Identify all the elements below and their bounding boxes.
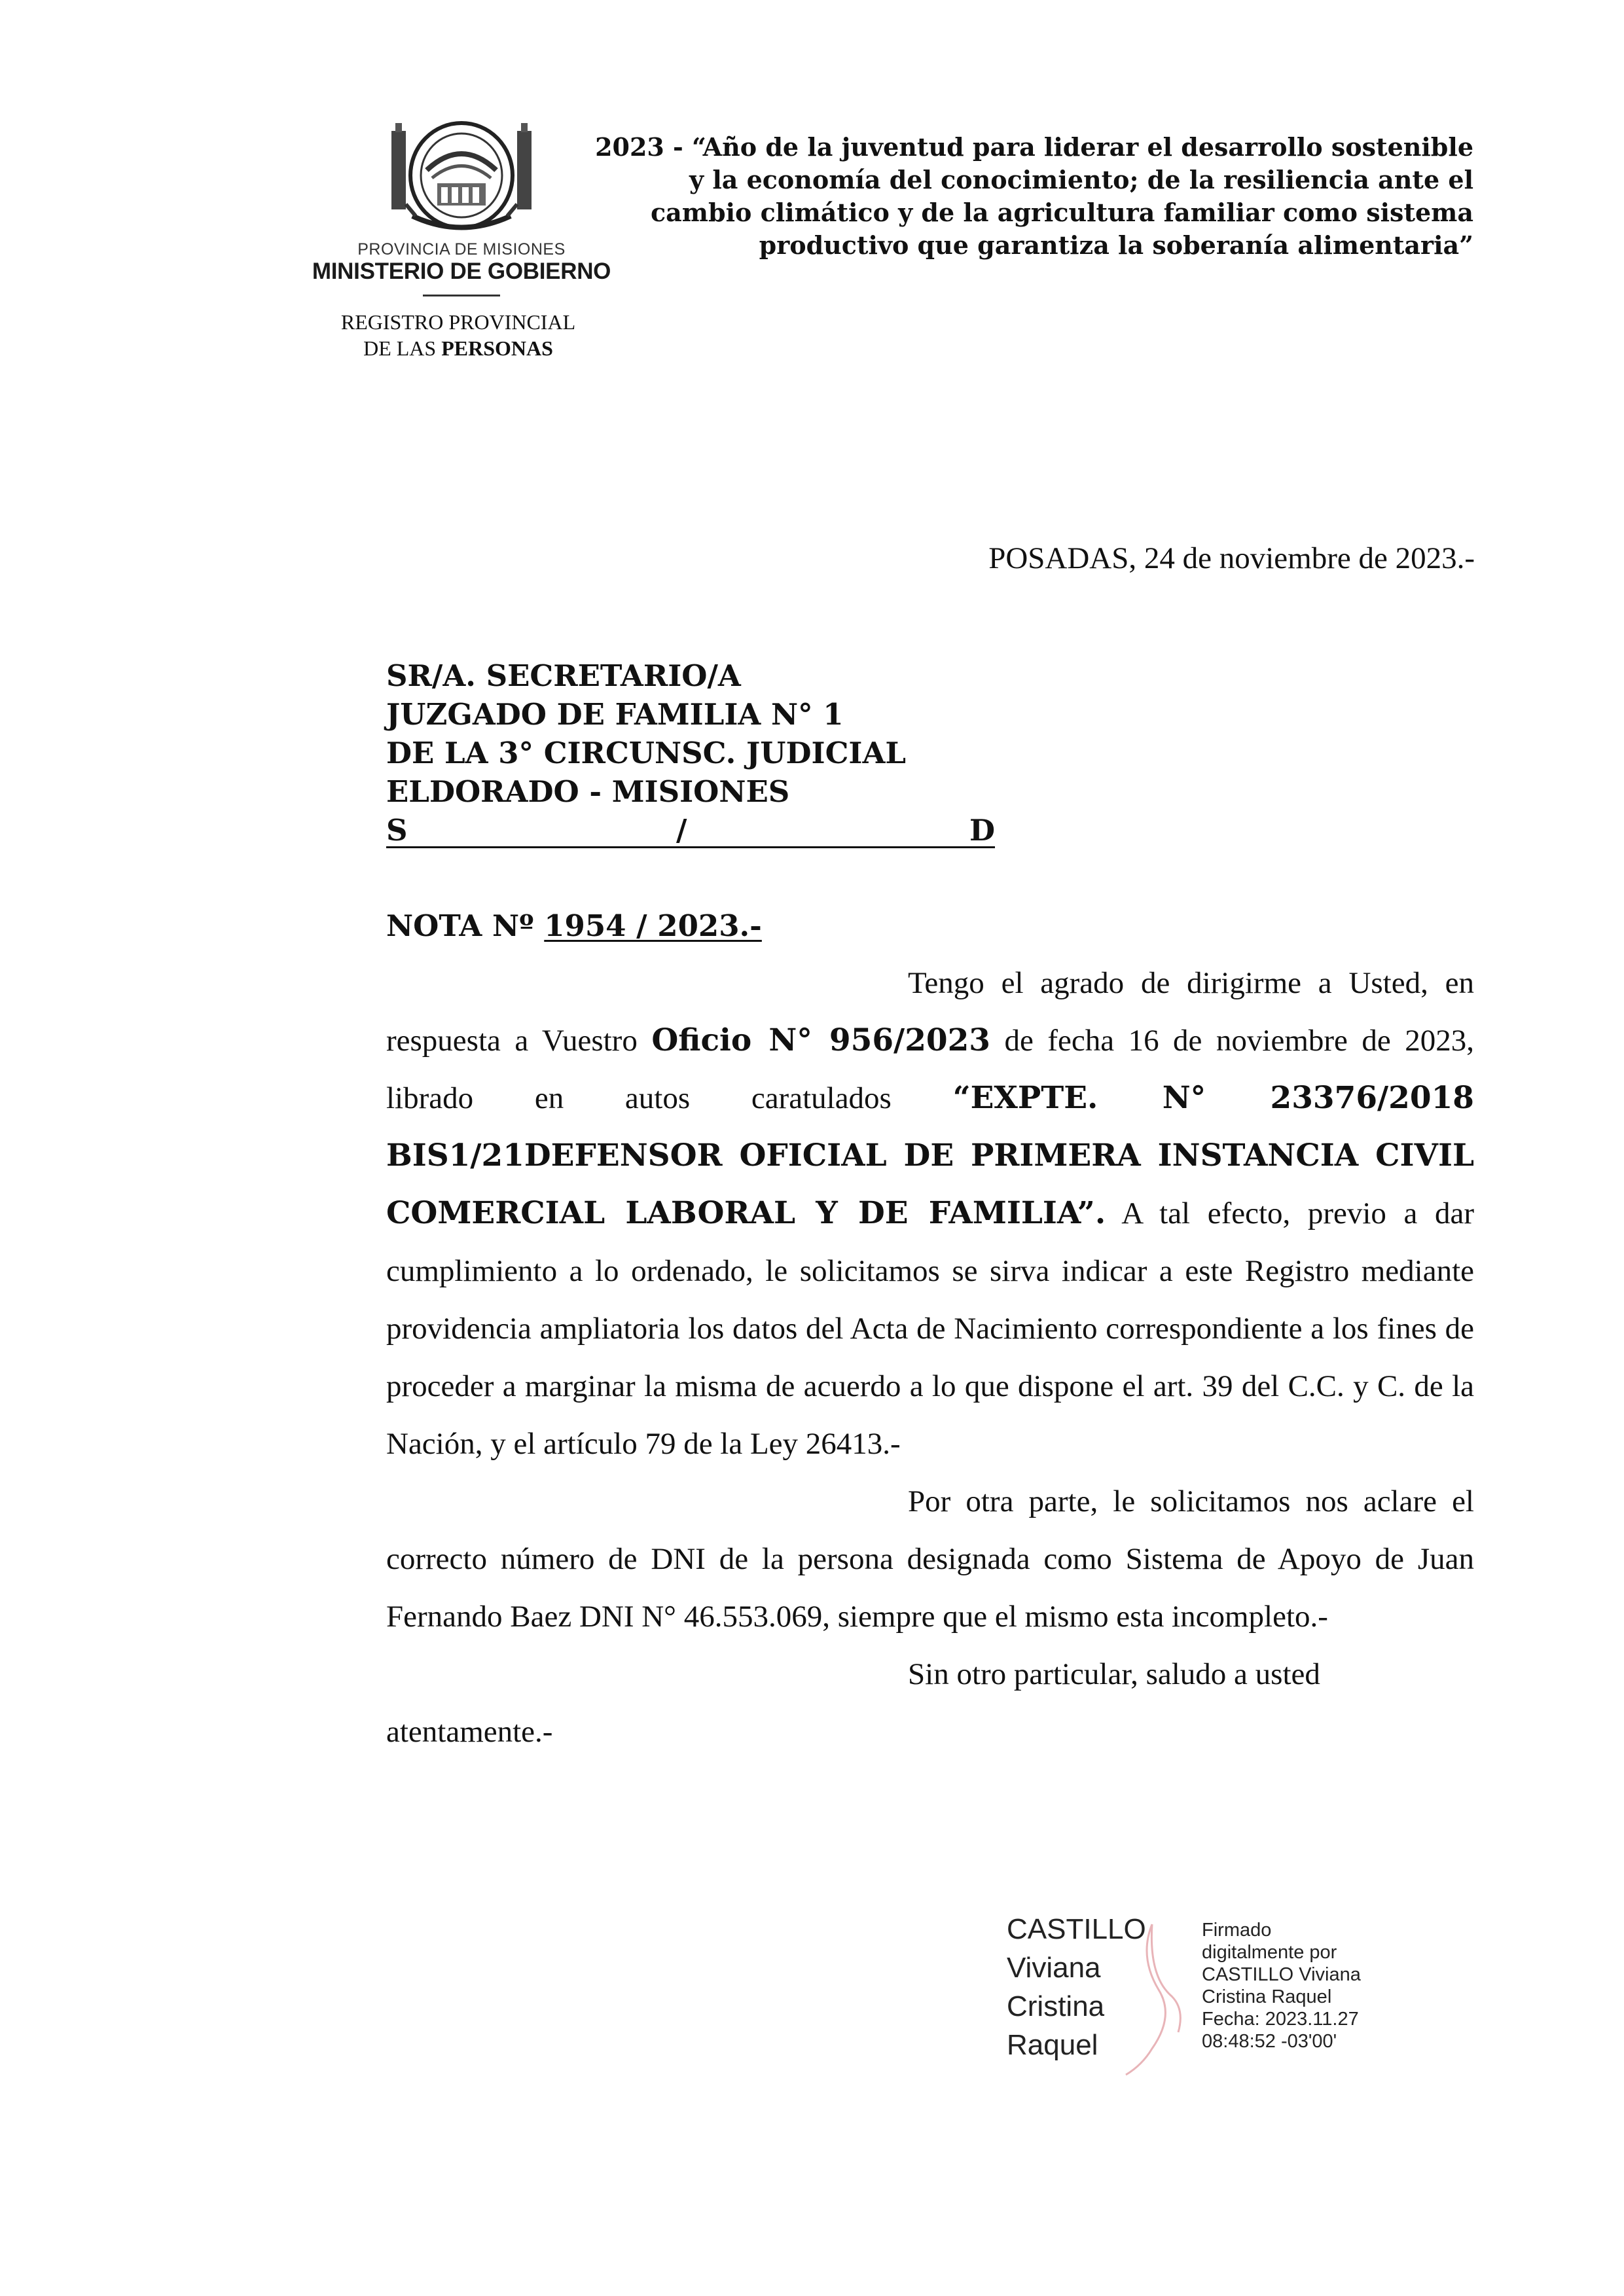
- addressee-line: DE LA 3° CIRCUNSC. JUDICIAL: [386, 736, 907, 770]
- addressee-line: JUZGADO DE FAMILIA N° 1: [386, 697, 844, 732]
- note-label: NOTA Nº: [386, 908, 545, 943]
- registry-line-2: DE LAS PERSONAS: [363, 336, 553, 360]
- registry-name: [288, 309, 628, 361]
- sd-slash: /: [676, 813, 687, 848]
- oficio-reference: Oficio N° 956/2023: [651, 1022, 991, 1058]
- paragraph-2: Por otra parte, le solicitamos nos aclare el correcto número de DNI de la persona designada como Sistema de Apoyo de Juan Fernando Baez DNI N° 46.553.069, siempre que el mismo esta incompleto.-: [386, 1484, 1474, 1634]
- case-title: “EXPTE. N° 23376/2018 BIS1/21DEFENSOR OFICIAL DE PRIMERA INSTANCIA CIVIL COMERCIAL LABORAL Y DE FAMILIA”.: [386, 1080, 1474, 1231]
- ministry-name: MINISTERIO DE GOBIERNO: [312, 259, 611, 284]
- closing-line-2: atentamente.-: [386, 1715, 553, 1749]
- sd-underline: [386, 846, 995, 848]
- motto-line: 2023 - “Año de la juventud para liderar el desarrollo sostenible: [595, 132, 1473, 162]
- addressee-block: [386, 656, 995, 850]
- registry-line-1: REGISTRO PROVINCIAL: [340, 310, 576, 334]
- header-divider: [423, 295, 500, 296]
- paragraph-1: Tengo el agrado de dirigirme a Usted, en respuesta a Vuestro Oficio N° 956/2023 de fecha 16 de noviembre de 2023, librado en autos caratulados “EXPTE. N° 23376/2018 BIS1/21DEFENSOR OFICIAL DE PRIMERA INSTANCIA CIVIL COMERCIAL LABORAL Y DE FAMILIA”. A tal efecto, previo a dar cumplimiento a lo ordenado, le solicitamos se sirva indicar a este Registro mediante providencia ampliatoria los datos del Acta de Nacimiento correspondiente a los fines de proceder a marginar la misma de acuerdo a lo que dispone el art. 39 del C.C. y C. de la Nación, y el artículo 79 de la Ley 26413.-: [386, 966, 1474, 1461]
- year-motto: [544, 131, 1473, 262]
- note-number: [386, 908, 762, 943]
- date-line: POSADAS, 24 de noviembre de 2023.-: [988, 541, 1475, 575]
- motto-line: productivo que garantiza la soberanía alimentaria”: [759, 230, 1473, 260]
- addressee-line: ELDORADO - MISIONES: [386, 774, 790, 809]
- signature-details: Firmado digitalmente por CASTILLO Viviana Cristina Raquel Fecha: 2023.11.27 08:48:52 -03'00': [1202, 1920, 1361, 2052]
- note-number-value: 1954 / 2023.-: [544, 908, 762, 943]
- sd-s: S: [386, 813, 408, 848]
- sd-d: D: [969, 813, 995, 848]
- motto-line: y la economía del conocimiento; de la resiliencia ante el: [689, 165, 1473, 194]
- addressee-line: SR/A. SECRETARIO/A: [386, 658, 741, 693]
- signer-name: CASTILLO Viviana Cristina Raquel: [1007, 1913, 1146, 2061]
- su-despacho-line: [386, 811, 995, 850]
- motto-line: cambio climático y de la agricultura familiar como sistema: [651, 198, 1473, 227]
- closing-line: Sin otro particular, saludo a usted: [908, 1657, 1320, 1691]
- province-name: PROVINCIA DE MISIONES: [357, 240, 566, 259]
- letter-body: [386, 954, 1474, 1761]
- digital-signature-mark-icon: [1113, 1918, 1204, 2081]
- misiones-province-seal-icon: [386, 118, 537, 232]
